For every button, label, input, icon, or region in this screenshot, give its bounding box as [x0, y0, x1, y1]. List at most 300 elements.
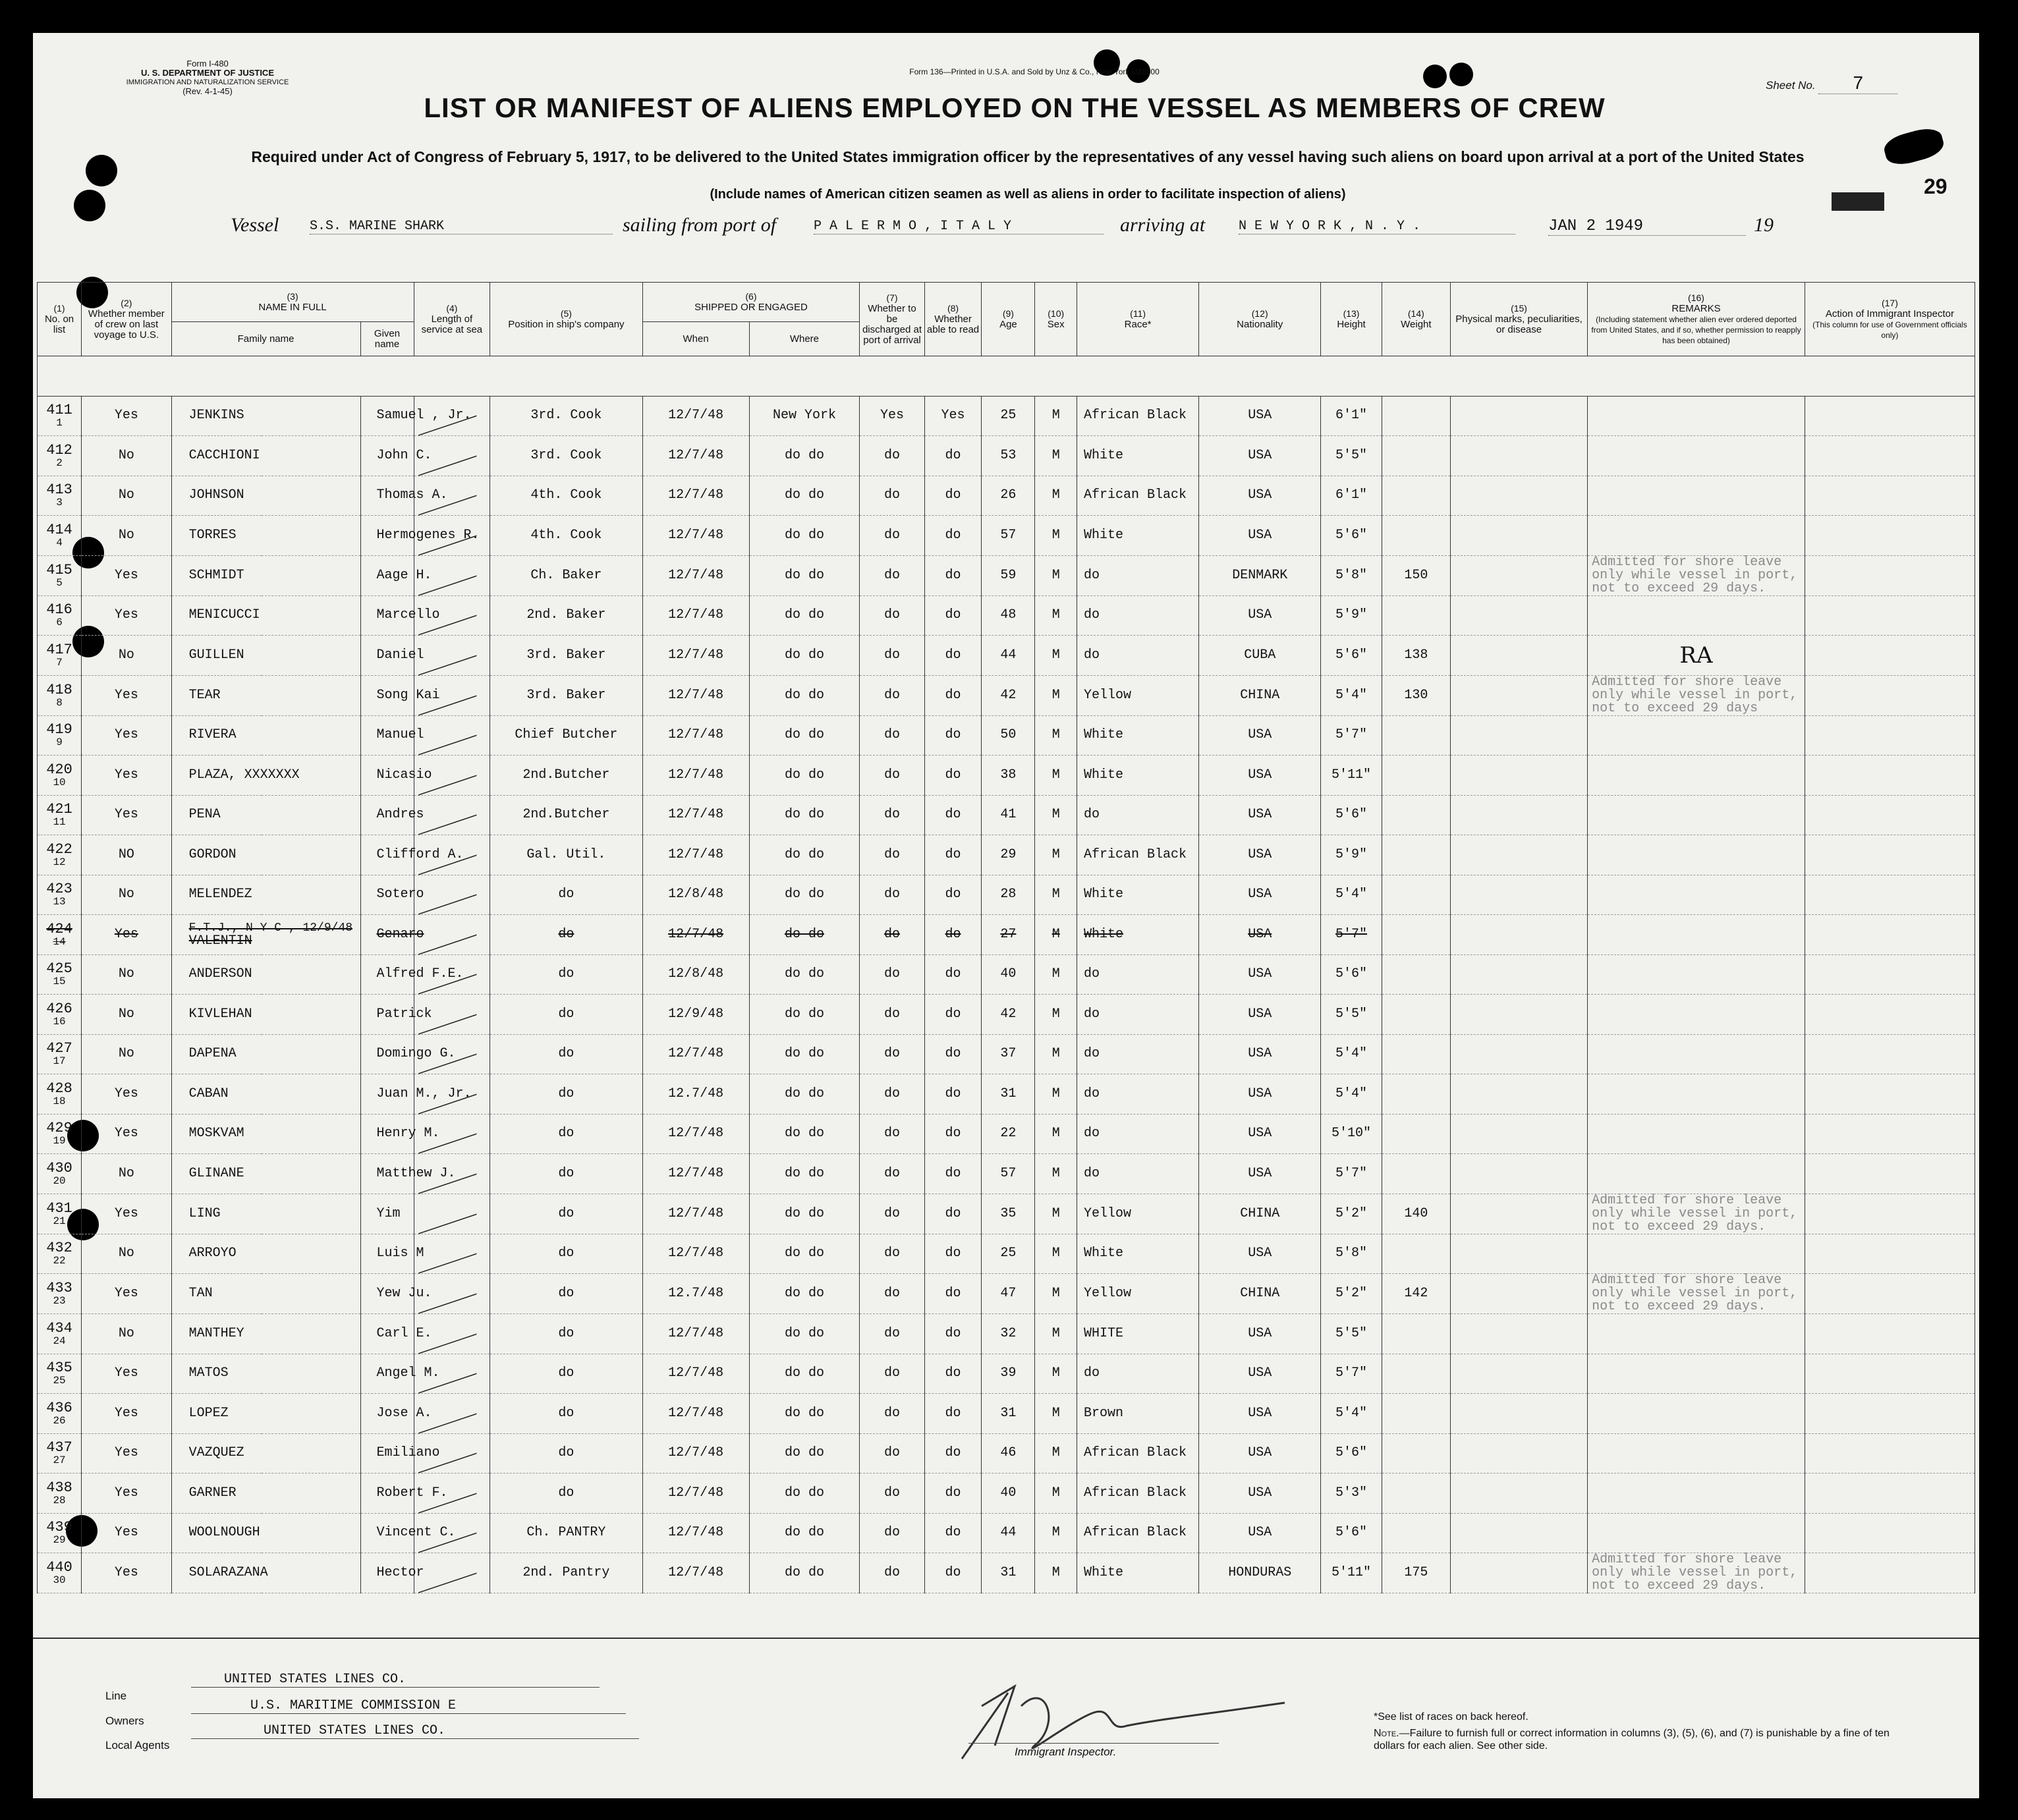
shipped-when-cell: 12/8/48 — [642, 875, 749, 915]
col-discharged: (7) Whether to be discharged at port of arrival — [860, 283, 924, 356]
shipped-when-cell: 12/7/48 — [642, 1234, 749, 1274]
age-cell: 53 — [982, 436, 1035, 476]
col-race: (11) Race* — [1077, 283, 1199, 356]
physical-marks-cell — [1450, 436, 1587, 476]
age-cell: 48 — [982, 595, 1035, 636]
race-cell: do — [1077, 995, 1199, 1035]
family-name-cell — [171, 915, 360, 955]
checkmark-icon — [418, 591, 486, 636]
able-to-read-cell: do — [924, 835, 982, 875]
inspector-action-cell — [1805, 1354, 1975, 1394]
checkmark-icon — [418, 1070, 486, 1115]
remarks-cell — [1588, 715, 1805, 756]
discharged-cell: do — [860, 715, 924, 756]
inspector-action-cell — [1805, 1474, 1975, 1514]
table-row — [38, 636, 1975, 676]
discharged-cell: do — [860, 1513, 924, 1553]
row-number: 14 — [53, 935, 66, 948]
height-cell: 5'5" — [1321, 436, 1382, 476]
race-cell: African Black — [1077, 835, 1199, 875]
physical-marks-cell — [1450, 835, 1587, 875]
sex-cell: M — [1035, 1314, 1077, 1354]
physical-marks-cell — [1450, 1553, 1587, 1593]
table-bottom-rule — [33, 1638, 1979, 1639]
inspector-action-cell — [1805, 636, 1975, 676]
shipped-when-cell: 12/7/48 — [642, 1194, 749, 1234]
shipped-where-cell: do do — [749, 436, 860, 476]
last-voyage-cell: No — [82, 436, 172, 476]
inspector-action-cell — [1805, 476, 1975, 516]
list-number-cell — [38, 1553, 82, 1593]
given-name-cell: Song Kai — [360, 675, 414, 715]
discharged-cell: do — [860, 636, 924, 676]
service-length-cell — [414, 1194, 490, 1234]
remarks-cell — [1588, 756, 1805, 796]
remarks-cell — [1588, 396, 1805, 436]
list-number: 437 — [46, 1439, 72, 1456]
manifest-subtitle: Required under Act of Congress of February 5, 1917, to be delivered to the United States immigration officer by the representatives of any vessel having such aliens on board upon arrival at a port of the United States — [251, 148, 1805, 165]
col-list-number: (1) No. on list — [38, 283, 82, 356]
race-cell: do — [1077, 1074, 1199, 1115]
list-number-cell — [38, 555, 82, 595]
remarks-cell — [1588, 1154, 1805, 1194]
family-name-cell — [171, 1234, 360, 1274]
list-number: 438 — [46, 1479, 72, 1496]
list-number-cell — [38, 795, 82, 835]
sex-cell: M — [1035, 1234, 1077, 1274]
sex-cell: M — [1035, 995, 1077, 1035]
able-to-read-cell: do — [924, 1154, 982, 1194]
position-cell: Chief Butcher — [490, 715, 642, 756]
shipped-where-cell: do do — [749, 1474, 860, 1514]
discharged-cell: do — [860, 436, 924, 476]
discharged-cell: do — [860, 1433, 924, 1474]
sex-cell: M — [1035, 636, 1077, 676]
family-name-cell — [171, 476, 360, 516]
row-number: 13 — [53, 896, 66, 908]
shipped-where-cell: New York — [749, 396, 860, 436]
family-name: MELENDEZ — [188, 887, 252, 902]
service-length-cell — [414, 1354, 490, 1394]
remarks-cell — [1588, 1034, 1805, 1074]
list-number: 425 — [46, 960, 72, 978]
age-cell: 59 — [982, 555, 1035, 595]
inspector-action-cell — [1805, 1433, 1975, 1474]
given-name-cell: Matthew J. — [360, 1154, 414, 1194]
from-port: P A L E R M O , I T A L Y — [814, 219, 1104, 234]
family-name: MOSKVAM — [188, 1126, 244, 1142]
inspector-action-cell — [1805, 1074, 1975, 1115]
height-cell: 5'7" — [1321, 915, 1382, 955]
position-cell: 4th. Cook — [490, 516, 642, 556]
sex-cell: M — [1035, 555, 1077, 595]
family-name-cell — [171, 1314, 360, 1354]
list-number: 412 — [46, 441, 72, 458]
able-to-read-cell: do — [924, 875, 982, 915]
row-annotation: F.T.J., N Y C , 12/9/48 — [188, 921, 353, 935]
list-number-cell — [38, 1354, 82, 1394]
remarks-cell — [1588, 1354, 1805, 1394]
physical-marks-cell — [1450, 1474, 1587, 1514]
last-voyage-cell: No — [82, 636, 172, 676]
sheet-number-field — [1766, 72, 1897, 94]
position-cell: 4th. Cook — [490, 476, 642, 516]
age-cell: 26 — [982, 476, 1035, 516]
shipped-when-cell: 12/7/48 — [642, 1114, 749, 1154]
table-row — [38, 954, 1975, 995]
shipped-when-cell: 12/7/48 — [642, 1314, 749, 1354]
inspector-action-cell — [1805, 1274, 1975, 1314]
service-length-cell — [414, 476, 490, 516]
shipped-when-cell: 12/7/48 — [642, 1474, 749, 1514]
shipped-when-cell: 12/7/48 — [642, 715, 749, 756]
checkmark-icon — [418, 950, 486, 995]
race-cell: African Black — [1077, 476, 1199, 516]
list-number-cell — [38, 636, 82, 676]
race-cell: White — [1077, 915, 1199, 955]
last-voyage-cell: Yes — [82, 396, 172, 436]
sex-cell: M — [1035, 1354, 1077, 1394]
race-cell: White — [1077, 756, 1199, 796]
family-name-cell — [171, 1274, 360, 1314]
row-number: 4 — [56, 536, 63, 549]
checkmark-icon — [418, 751, 486, 796]
discharged-cell: Yes — [860, 396, 924, 436]
height-cell: 5'7" — [1321, 1154, 1382, 1194]
family-name: GUILLEN — [188, 647, 244, 663]
shipped-where-cell: do do — [749, 1433, 860, 1474]
shipped-where-cell: do do — [749, 915, 860, 955]
family-name: WOOLNOUGH — [188, 1525, 260, 1541]
checkmark-icon — [418, 431, 486, 476]
discharged-cell: do — [860, 1314, 924, 1354]
row-number: 10 — [53, 776, 66, 788]
position-cell: do — [490, 875, 642, 915]
age-cell: 35 — [982, 1194, 1035, 1234]
weight-cell — [1382, 436, 1450, 476]
list-number: 435 — [46, 1360, 72, 1377]
family-name: ANDERSON — [188, 966, 252, 982]
given-name-cell: Domingo G. — [360, 1034, 414, 1074]
crew-table — [37, 282, 1975, 1593]
physical-marks-cell — [1450, 476, 1587, 516]
height-cell: 5'4" — [1321, 1074, 1382, 1115]
weight-cell — [1382, 1354, 1450, 1394]
able-to-read-cell: do — [924, 1314, 982, 1354]
shipped-when-cell: 12/9/48 — [642, 995, 749, 1035]
col-shipped-where: Where — [749, 322, 860, 356]
col-able-to-read: (8) Whether able to read — [924, 283, 982, 356]
weight-cell — [1382, 1394, 1450, 1434]
physical-marks-cell — [1450, 756, 1587, 796]
weight-cell — [1382, 875, 1450, 915]
remarks-cell — [1588, 1433, 1805, 1474]
height-cell: 5'9" — [1321, 595, 1382, 636]
position-cell: 2nd. Baker — [490, 595, 642, 636]
discharged-cell: do — [860, 476, 924, 516]
family-name-cell — [171, 1034, 360, 1074]
given-name-cell: Nicasio — [360, 756, 414, 796]
race-cell: WHITE — [1077, 1314, 1199, 1354]
shipped-when-cell: 12/7/48 — [642, 756, 749, 796]
age-cell: 28 — [982, 875, 1035, 915]
printer-note: Form 136—Printed in U.S.A. and Sold by Unz & Co., New York U28300 — [909, 67, 1160, 76]
given-name-cell: Andres — [360, 795, 414, 835]
family-name-cell — [171, 954, 360, 995]
shipped-when-cell: 12/8/48 — [642, 954, 749, 995]
department-name: U. S. DEPARTMENT OF JUSTICE — [141, 68, 274, 78]
checkmark-icon — [418, 1508, 486, 1553]
able-to-read-cell: do — [924, 1513, 982, 1553]
remarks-cell — [1588, 436, 1805, 476]
physical-marks-cell — [1450, 516, 1587, 556]
able-to-read-cell: do — [924, 1034, 982, 1074]
age-cell: 57 — [982, 1154, 1035, 1194]
manifest-title: LIST OR MANIFEST OF ALIENS EMPLOYED ON THE VESSEL AS MEMBERS OF CREW — [424, 92, 1606, 123]
inspector-action-cell — [1805, 795, 1975, 835]
physical-marks-cell — [1450, 995, 1587, 1035]
race-cell: African Black — [1077, 1474, 1199, 1514]
race-cell: do — [1077, 954, 1199, 995]
shipped-when-cell: 12/7/48 — [642, 1394, 749, 1434]
height-cell: 5'8" — [1321, 1234, 1382, 1274]
list-number-cell — [38, 756, 82, 796]
shipped-where-cell: do do — [749, 1154, 860, 1194]
remarks-cell — [1588, 1513, 1805, 1553]
nationality-cell: USA — [1199, 1354, 1321, 1394]
list-number-cell — [38, 875, 82, 915]
given-name-cell: John C. — [360, 436, 414, 476]
list-number: 432 — [46, 1240, 72, 1257]
service-length-cell — [414, 1553, 490, 1593]
shipped-when-cell: 12/7/48 — [642, 516, 749, 556]
list-number: 429 — [46, 1120, 72, 1137]
shipped-where-cell: do do — [749, 516, 860, 556]
row-number: 19 — [53, 1135, 66, 1147]
height-cell: 5'7" — [1321, 715, 1382, 756]
service-length-cell — [414, 915, 490, 955]
physical-marks-cell — [1450, 675, 1587, 715]
table-row — [38, 995, 1975, 1035]
sex-cell: M — [1035, 1513, 1077, 1553]
last-voyage-cell: Yes — [82, 1114, 172, 1154]
able-to-read-cell: do — [924, 595, 982, 636]
position-cell: 3rd. Cook — [490, 436, 642, 476]
nationality-cell: CHINA — [1199, 675, 1321, 715]
family-name: LING — [188, 1205, 221, 1221]
sex-cell: M — [1035, 1154, 1077, 1194]
height-cell: 5'6" — [1321, 636, 1382, 676]
sex-cell: M — [1035, 915, 1077, 955]
height-cell: 5'3" — [1321, 1474, 1382, 1514]
height-cell: 5'10" — [1321, 1114, 1382, 1154]
row-number: 8 — [56, 696, 63, 709]
given-name-cell: Luis M — [360, 1234, 414, 1274]
able-to-read-cell: do — [924, 1553, 982, 1593]
list-number-cell — [38, 436, 82, 476]
sex-cell: M — [1035, 1074, 1077, 1115]
row-number: 1 — [56, 417, 63, 429]
given-name-cell: Manuel — [360, 715, 414, 756]
shipped-where-cell: do do — [749, 1074, 860, 1115]
physical-marks-cell — [1450, 595, 1587, 636]
race-cell: Brown — [1077, 1394, 1199, 1434]
row-number: 21 — [53, 1215, 66, 1227]
list-number: 439 — [46, 1519, 72, 1536]
family-name: TEAR — [188, 687, 221, 703]
list-number: 421 — [46, 801, 72, 818]
form-id-block — [105, 59, 310, 96]
row-number: 20 — [53, 1174, 66, 1187]
race-cell: African Black — [1077, 1513, 1199, 1553]
col-family-name: Family name — [171, 322, 360, 356]
height-cell: 5'5" — [1321, 1314, 1382, 1354]
shipped-where-cell: do do — [749, 476, 860, 516]
col-remarks: (16) REMARKS (Including statement whether alien ever ordered deported from United States, and if so, whether permission to reapply has been obtained) — [1588, 283, 1805, 356]
age-cell: 29 — [982, 835, 1035, 875]
inspector-action-cell — [1805, 675, 1975, 715]
last-voyage-cell: No — [82, 954, 172, 995]
agents-label: Local Agents — [105, 1739, 170, 1751]
list-number-cell — [38, 595, 82, 636]
service-length-cell — [414, 1394, 490, 1434]
form-revision: (Rev. 4-1-45) — [182, 86, 233, 96]
age-cell: 22 — [982, 1114, 1035, 1154]
shipped-when-cell: 12/7/48 — [642, 1154, 749, 1194]
physical-marks-cell — [1450, 636, 1587, 676]
family-name-cell — [171, 436, 360, 476]
age-cell: 57 — [982, 516, 1035, 556]
row-number: 26 — [53, 1414, 66, 1427]
age-cell: 42 — [982, 995, 1035, 1035]
service-length-cell — [414, 835, 490, 875]
sex-cell: M — [1035, 595, 1077, 636]
last-voyage-cell: Yes — [82, 1354, 172, 1394]
family-name: RIVERA — [188, 727, 237, 743]
table-row — [38, 1314, 1975, 1354]
col-nationality: (12) Nationality — [1199, 283, 1321, 356]
able-to-read-cell: do — [924, 1354, 982, 1394]
family-name: MANTHEY — [188, 1325, 244, 1341]
shipped-where-cell: do do — [749, 1274, 860, 1314]
race-cell: do — [1077, 555, 1199, 595]
row-number: 11 — [53, 816, 66, 829]
table-row — [38, 1034, 1975, 1074]
shipped-where-cell: do do — [749, 1513, 860, 1553]
discharged-cell: do — [860, 1394, 924, 1434]
table-row — [38, 1474, 1975, 1514]
race-cell: White — [1077, 516, 1199, 556]
list-number: 422 — [46, 841, 72, 858]
service-length-cell — [414, 795, 490, 835]
race-cell: White — [1077, 436, 1199, 476]
arrival-date: JAN 2 1949 — [1548, 217, 1746, 236]
list-number-cell — [38, 396, 82, 436]
physical-marks-cell — [1450, 915, 1587, 955]
row-number: 29 — [53, 1534, 66, 1547]
last-voyage-cell: Yes — [82, 1394, 172, 1434]
remarks-cell — [1588, 595, 1805, 636]
inspector-action-cell — [1805, 1394, 1975, 1434]
remarks-cell — [1588, 835, 1805, 875]
inspector-action-cell — [1805, 756, 1975, 796]
inspector-action-cell — [1805, 1314, 1975, 1354]
family-name: GLINANE — [188, 1165, 244, 1181]
weight-cell: 140 — [1382, 1194, 1450, 1234]
shipped-when-cell: 12.7/48 — [642, 1274, 749, 1314]
list-number-cell — [38, 1034, 82, 1074]
remarks-cell — [1588, 995, 1805, 1035]
last-voyage-cell: No — [82, 1034, 172, 1074]
height-cell: 5'5" — [1321, 995, 1382, 1035]
shipped-where-cell: do do — [749, 756, 860, 796]
given-name-cell: Alfred F.E. — [360, 954, 414, 995]
agents-name: UNITED STATES LINES CO. — [191, 1723, 639, 1739]
inspector-action-cell — [1805, 835, 1975, 875]
nationality-cell: USA — [1199, 835, 1321, 875]
last-voyage-cell: Yes — [82, 1433, 172, 1474]
family-name: TAN — [188, 1286, 213, 1301]
family-name-cell — [171, 795, 360, 835]
family-name: CACCHIONI — [188, 447, 260, 463]
checkmark-icon — [418, 631, 486, 676]
shipped-where-cell: do do — [749, 595, 860, 636]
nationality-cell: USA — [1199, 1433, 1321, 1474]
checkmark-icon — [418, 1030, 486, 1074]
service-length-cell — [414, 396, 490, 436]
list-number: 426 — [46, 1000, 72, 1017]
nationality-cell: USA — [1199, 1394, 1321, 1434]
shipped-when-cell: 12/7/48 — [642, 1553, 749, 1593]
discharged-cell: do — [860, 1274, 924, 1314]
able-to-read-cell: do — [924, 715, 982, 756]
race-cell: White — [1077, 715, 1199, 756]
list-number: 416 — [46, 601, 72, 619]
height-cell: 5'4" — [1321, 1394, 1382, 1434]
checkmark-icon — [418, 870, 486, 915]
physical-marks-cell — [1450, 1114, 1587, 1154]
family-name: JENKINS — [188, 408, 244, 424]
family-name: KIVLEHAN — [188, 1006, 252, 1022]
family-name-cell — [171, 1194, 360, 1234]
physical-marks-cell — [1450, 1513, 1587, 1553]
position-cell: do — [490, 1274, 642, 1314]
sex-cell: M — [1035, 756, 1077, 796]
remarks-cell — [1588, 1074, 1805, 1115]
table-row — [38, 1553, 1975, 1593]
nationality-cell: USA — [1199, 595, 1321, 636]
list-number-cell — [38, 1513, 82, 1553]
nationality-cell: USA — [1199, 1234, 1321, 1274]
race-cell: do — [1077, 595, 1199, 636]
age-cell: 31 — [982, 1394, 1035, 1434]
remarks-cell: Admitted for shore leave only while vessel in port, not to exceed 29 days. — [1588, 555, 1805, 595]
discharged-cell: do — [860, 1474, 924, 1514]
family-name-cell — [171, 1114, 360, 1154]
physical-marks-cell — [1450, 396, 1587, 436]
able-to-read-cell: do — [924, 1394, 982, 1434]
weight-cell: 175 — [1382, 1553, 1450, 1593]
inspector-action-cell — [1805, 1194, 1975, 1234]
checkmark-icon — [418, 1389, 486, 1434]
physical-marks-cell — [1450, 1034, 1587, 1074]
col-service-length: (4) Length of service at sea — [414, 283, 490, 356]
checkmark-icon — [418, 831, 486, 875]
position-cell: 3rd. Baker — [490, 675, 642, 715]
remarks-cell: Admitted for shore leave only while vessel in port, not to exceed 29 days. — [1588, 1553, 1805, 1593]
given-name-cell: Emiliano — [360, 1433, 414, 1474]
list-number: 427 — [46, 1040, 72, 1057]
